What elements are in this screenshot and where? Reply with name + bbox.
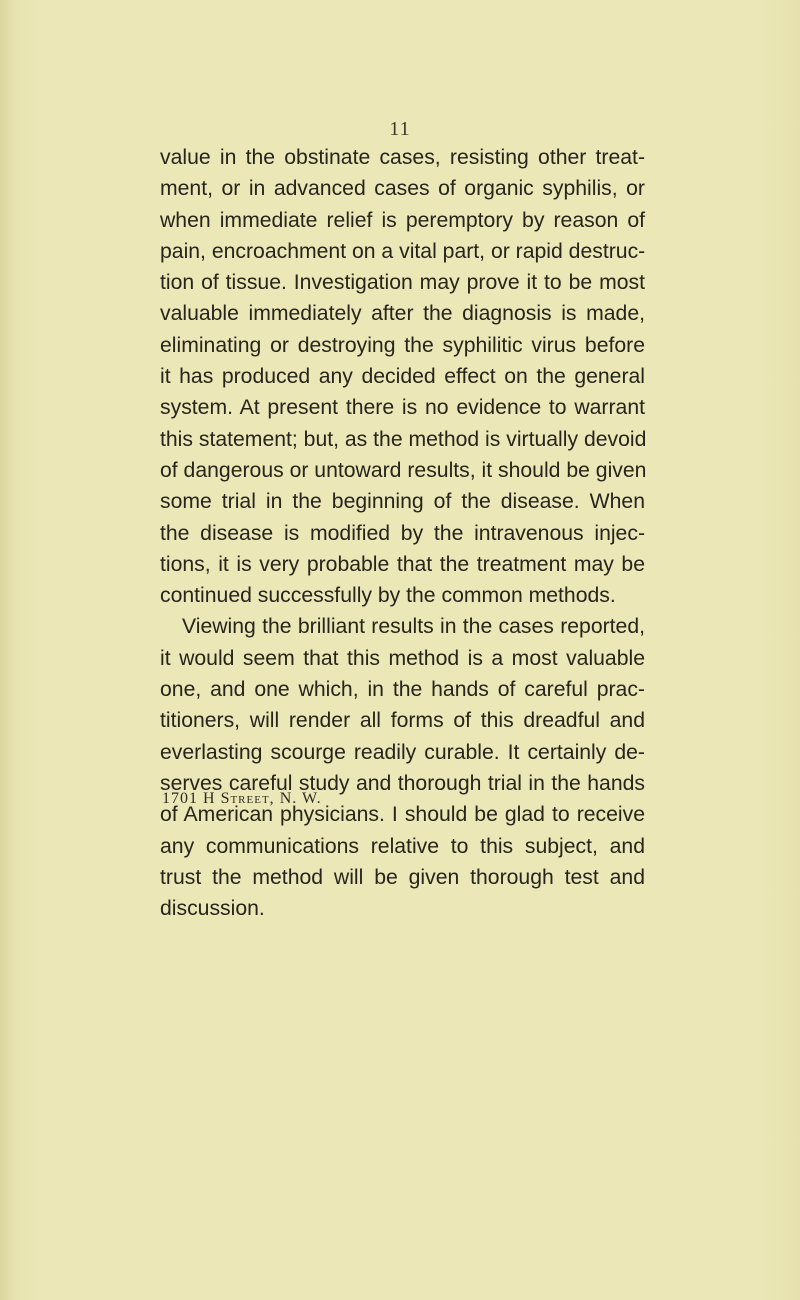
page-number: 11	[389, 118, 411, 140]
text-line: value in the obstinate cases, resisting other treat-	[160, 146, 645, 169]
text-line: Viewing the brilliant results in the cases reported,	[182, 615, 645, 639]
text-line: everlasting scourge readily curable. It certainly de-	[160, 740, 645, 764]
text-line: it would seem that this method is a most valuable	[160, 646, 645, 670]
text-line: some trial in the beginning of the disease. When	[160, 490, 645, 514]
text-line: it has produced any decided effect on the general	[160, 365, 645, 389]
address-street: Street,	[220, 790, 275, 807]
text-line: pain, encroachment on a vital part, or rapid destruc-	[160, 239, 646, 263]
text-line: this statement; but, as the method is virtually devoid	[160, 427, 647, 451]
text-line: ment, or in advanced cases of organic syphilis, or	[160, 177, 645, 201]
text-line: system. At present there is no evidence to warrant	[160, 396, 645, 420]
text-line: tions, it is very probable that the treatment may be	[160, 552, 645, 576]
address-city: N. W.	[279, 790, 322, 807]
text-line: valuable immediately after the diagnosis is made,	[160, 302, 645, 326]
text-line: serves careful study and thorough trial in the hands	[160, 771, 645, 795]
text-line: titioners, will render all forms of this dreadful and	[160, 709, 645, 733]
text-line: tion of tissue. Investigation may prove it to be most	[160, 271, 645, 295]
text-line: any communications relative to this subject, and	[160, 834, 645, 858]
text-line: the disease is modified by the intravenous injec-	[160, 521, 645, 545]
author-address	[162, 790, 322, 808]
text-line: when immediate relief is peremptory by reason of	[160, 208, 645, 232]
text-line: trust the method will be given thorough test and	[160, 865, 645, 889]
address-number: 1701 H	[162, 790, 216, 807]
text-line: continued successfully by the common methods.	[160, 584, 616, 608]
text-line: eliminating or destroying the syphilitic virus before	[160, 333, 645, 357]
text-line: of American physicians. I should be glad to receive	[160, 803, 645, 827]
text-line: of dangerous or untoward results, it should be given	[160, 458, 647, 482]
text-line: discussion.	[160, 897, 265, 921]
text-line: one, and one which, in the hands of careful prac-	[160, 678, 645, 702]
